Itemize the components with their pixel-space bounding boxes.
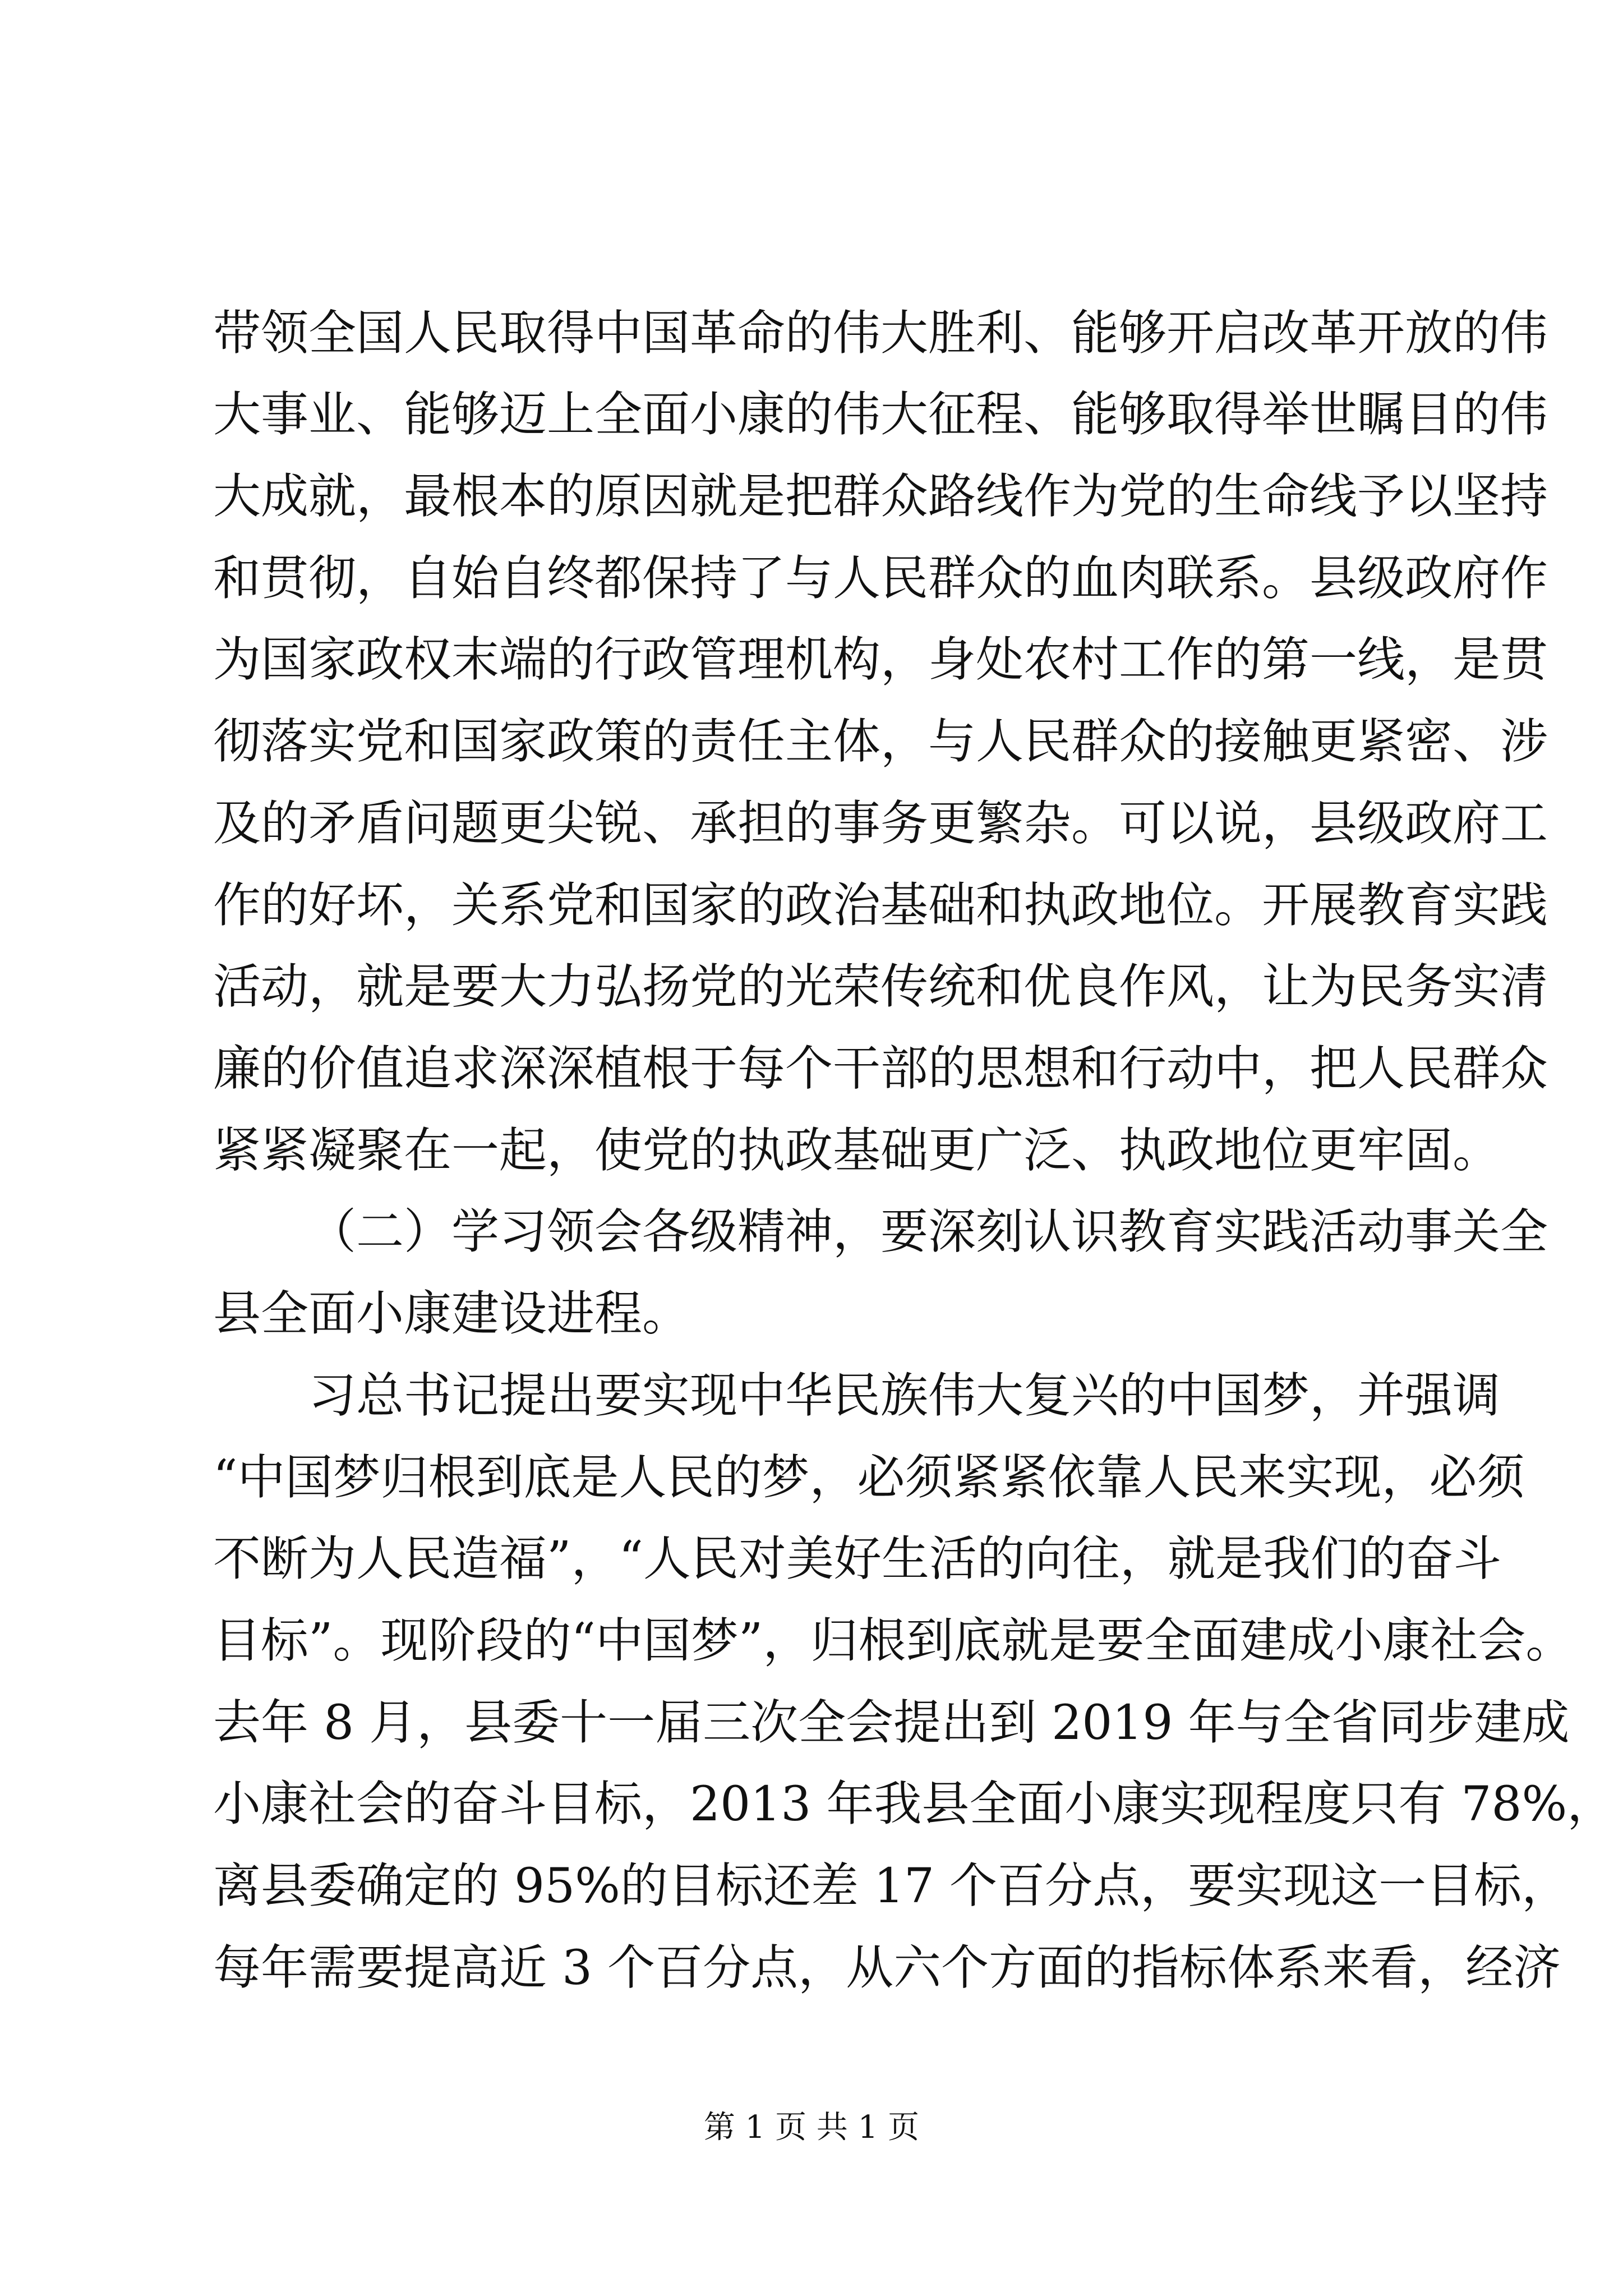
text-line-10: 廉的价值追求深深植根于每个干部的思想和行动中，把人民群众 (213, 1041, 1548, 1097)
text-line-9: 活动，就是要大力弘扬党的光荣传统和优良作风，让为民务实清 (213, 959, 1548, 1015)
text-line-21: 每年需要提高近 3 个百分点，从六个方面的指标体系来看，经济 (213, 1940, 1561, 1996)
text-line-17: 目标”。现阶段的“中国梦”，归根到底就是要全面建成小康社会。 (213, 1613, 1574, 1669)
text-line-1: 带领全国人民取得中国革命的伟大胜利、能够开启改革开放的伟 (213, 306, 1548, 361)
text-line-3: 大成就，最根本的原因就是把群众路线作为党的生命线予以坚持 (213, 469, 1548, 524)
text-line-15: “中国梦归根到底是人民的梦，必须紧紧依靠人民来实现，必须 (213, 1450, 1525, 1506)
page-number-footer: 第 1 页 共 1 页 (703, 2109, 920, 2146)
text-line-6: 彻落实党和国家政策的责任主体，与人民群众的接触更紧密、涉 (213, 714, 1548, 770)
text-line-4: 和贯彻，自始自终都保持了与人民群众的血肉联系。县级政府作 (213, 551, 1548, 606)
text-line-14: 习总书记提出要实现中华民族伟大复兴的中国梦，并强调 (308, 1368, 1501, 1424)
text-line-18: 去年 8 月，县委十一届三次全会提出到 2019 年与全省同步建成 (213, 1695, 1570, 1751)
section-heading-line-2: 县全面小康建设进程。 (213, 1286, 690, 1342)
text-line-5: 为国家政权末端的行政管理机构，身处农村工作的第一线，是贯 (213, 632, 1548, 688)
section-heading-line-1: （二）学习领会各级精神，要深刻认识教育实践活动事关全 (308, 1204, 1548, 1260)
text-line-2: 大事业、能够迈上全面小康的伟大征程、能够取得举世瞩目的伟 (213, 387, 1548, 443)
text-line-11: 紧紧凝聚在一起，使党的执政基础更广泛、执政地位更牢固。 (213, 1123, 1501, 1179)
text-line-8: 作的好坏，关系党和国家的政治基础和执政地位。开展教育实践 (213, 878, 1548, 933)
text-line-16: 不断为人民造福”，“人民对美好生活的向往，就是我们的奋斗 (213, 1531, 1501, 1587)
text-line-20: 离县委确定的 95%的目标还差 17 个百分点，要实现这一目标， (213, 1858, 1570, 1914)
text-line-19: 小康社会的奋斗目标，2013 年我县全面小康实现程度只有 78%， (213, 1777, 1615, 1832)
text-line-7: 及的矛盾问题更尖锐、承担的事务更繁杂。可以说，县级政府工 (213, 796, 1548, 852)
